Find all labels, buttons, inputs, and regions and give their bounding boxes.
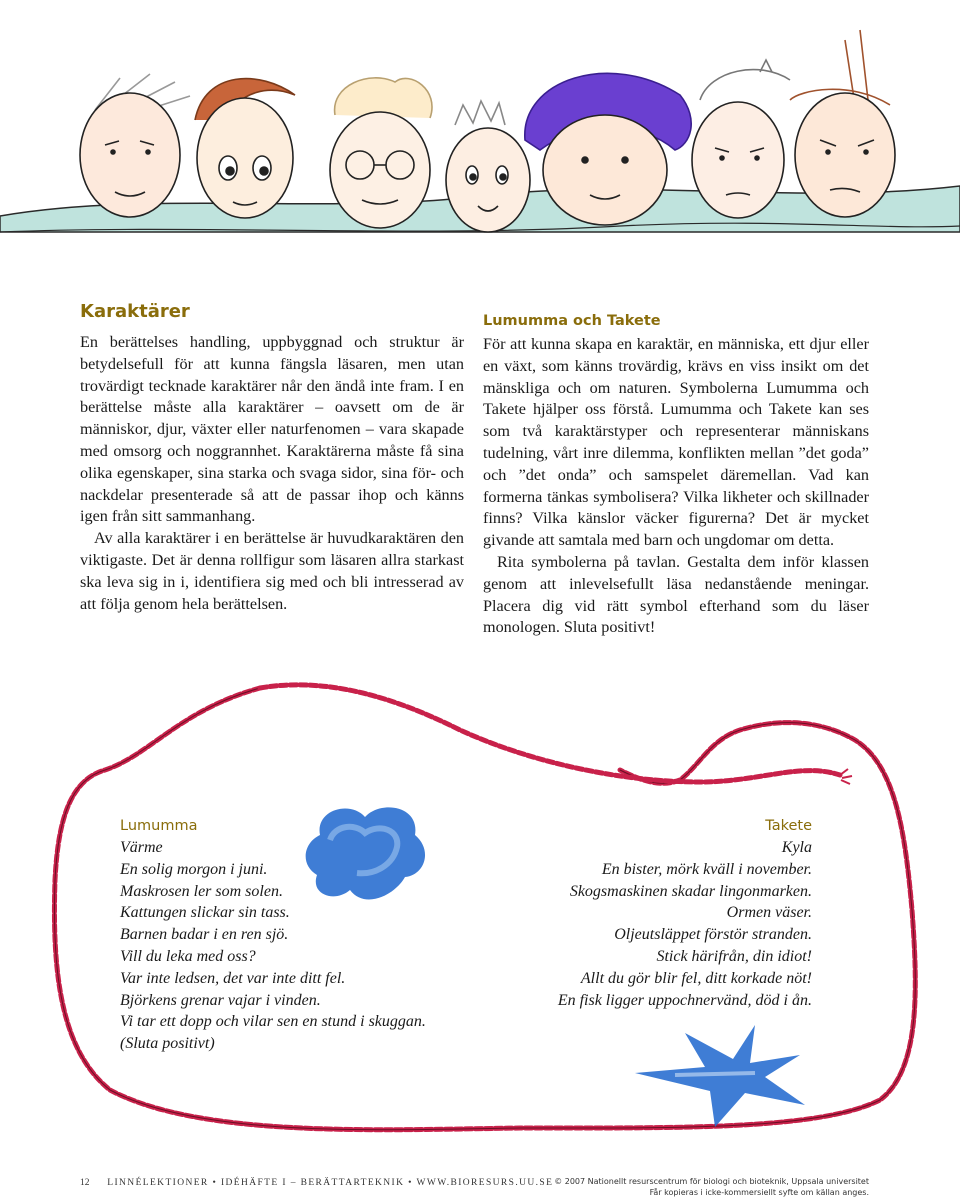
- poem-line: Kyla: [781, 839, 812, 856]
- poem-line: En solig morgon i juni.: [120, 860, 268, 878]
- poem-line: Allt du gör blir fel, ditt korkade nöt!: [580, 969, 812, 987]
- poem-lumumma: [120, 817, 520, 1055]
- poem-line: Kattungen slickar sin tass.: [120, 904, 290, 922]
- poem-takete: [470, 817, 812, 1011]
- poem-line: Maskrosen ler som solen.: [120, 882, 283, 900]
- blue-star-icon: [615, 1015, 815, 1135]
- paragraph: För att kunna skapa en karaktär, en människa, ett djur eller en växt, som känns trovärdig, krävs en viss insikt om det mänskliga och om naturen. Symbolerna Lumumma och Takete hjälper oss förstå. Lumumma och Takete kan ses som två karaktärstyper och representerar människans tudelning, vårt inre dilemma, konflikten mellan ”det goda” och ”det onda” och samspelet däremellan. Vad kan formerna tänkas symbolisera? Vilka likheter och skillnader finns? Vilka känslor väcker figurerna? Det är mycket givande att samtala med barn och ungdomar om detta.: [483, 335, 869, 550]
- characters-section: [80, 300, 464, 615]
- poem-line: En bister, mörk kväll i november.: [601, 860, 812, 878]
- poem-line: Stick härifrån, din idiot!: [656, 947, 812, 965]
- footer-series: [80, 1178, 553, 1188]
- poem-line: Oljeutsläppet förstör stranden.: [614, 926, 812, 944]
- poem-heading-takete: Takete: [765, 818, 812, 834]
- drawn-faces-illustration: [0, 0, 960, 260]
- series-title: LINNÉLEKTIONER • IDÉHÄFTE I – BERÄTTARTEKNIK • WWW.BIORESURS.UU.SE: [107, 1178, 554, 1188]
- poem-line: En fisk ligger uppochnervänd, död i ån.: [557, 991, 812, 1009]
- poem-heading-lumumma: Lumumma: [120, 818, 198, 834]
- poem-line: Vill du leka med oss?: [120, 947, 256, 965]
- section-heading-lumumma-takete: Lumumma och Takete: [483, 313, 661, 329]
- footer-copyright: [554, 1176, 869, 1198]
- paragraph: En berättelses handling, uppbyggnad och struktur är betydelsefull för att kunna fängsla läsaren, men utan trovärdigt tecknade karaktärer når den ändå inte fram. I en berättelse måste alla karaktärer – oavsett om de är människor, djur, växter eller naturfenomen – vara skapade med omsorg och noggrannhet. Karaktärerna måste få sina olika egenskaper, sina starka och svaga sidor, sina för- och nackdelar presenterade så att de passar ihop och känns igen från sitt sammanhang.: [80, 333, 464, 526]
- poem-line: Vi tar ett dopp och vilar sen en stund i skuggan.: [120, 1013, 426, 1031]
- poem-line: Var inte ledsen, det var inte ditt fel.: [120, 969, 346, 987]
- section-heading-characters: Karaktärer: [80, 301, 190, 322]
- lumumma-takete-section: [483, 312, 869, 639]
- poem-line: Skogsmaskinen skadar lingonmarken.: [569, 882, 812, 900]
- paragraph: Av alla karaktärer i en berättelse är huvudkaraktären den viktigaste. Det är denna rollfigur som läsaren allra starkast ska leva sig in i, identifiera sig med och bli intresserad av att följa genom hela berättelsen.: [80, 529, 464, 613]
- page-number: 12: [80, 1178, 90, 1188]
- poem-line: Ormen väser.: [726, 904, 812, 922]
- paragraph: Rita symbolerna på tavlan. Gestalta dem inför klassen genom att inlevelsefullt läsa nedanstående meningar. Placera dig vid rätt symbol efterhand som du läser monologen. Sluta positivt!: [483, 552, 869, 637]
- poem-line: Björkens grenar vajar i vinden.: [120, 991, 321, 1009]
- poem-line: Värme: [120, 839, 163, 856]
- poem-line: Barnen badar i en ren sjö.: [120, 926, 289, 944]
- license-text: Får kopieras i icke-kommersiellt syfte om källan anges.: [649, 1188, 869, 1197]
- copyright-text: © 2007 Nationellt resurscentrum för biologi och bioteknik, Uppsala universitet: [554, 1177, 869, 1186]
- poem-line: (Sluta positivt): [120, 1035, 215, 1053]
